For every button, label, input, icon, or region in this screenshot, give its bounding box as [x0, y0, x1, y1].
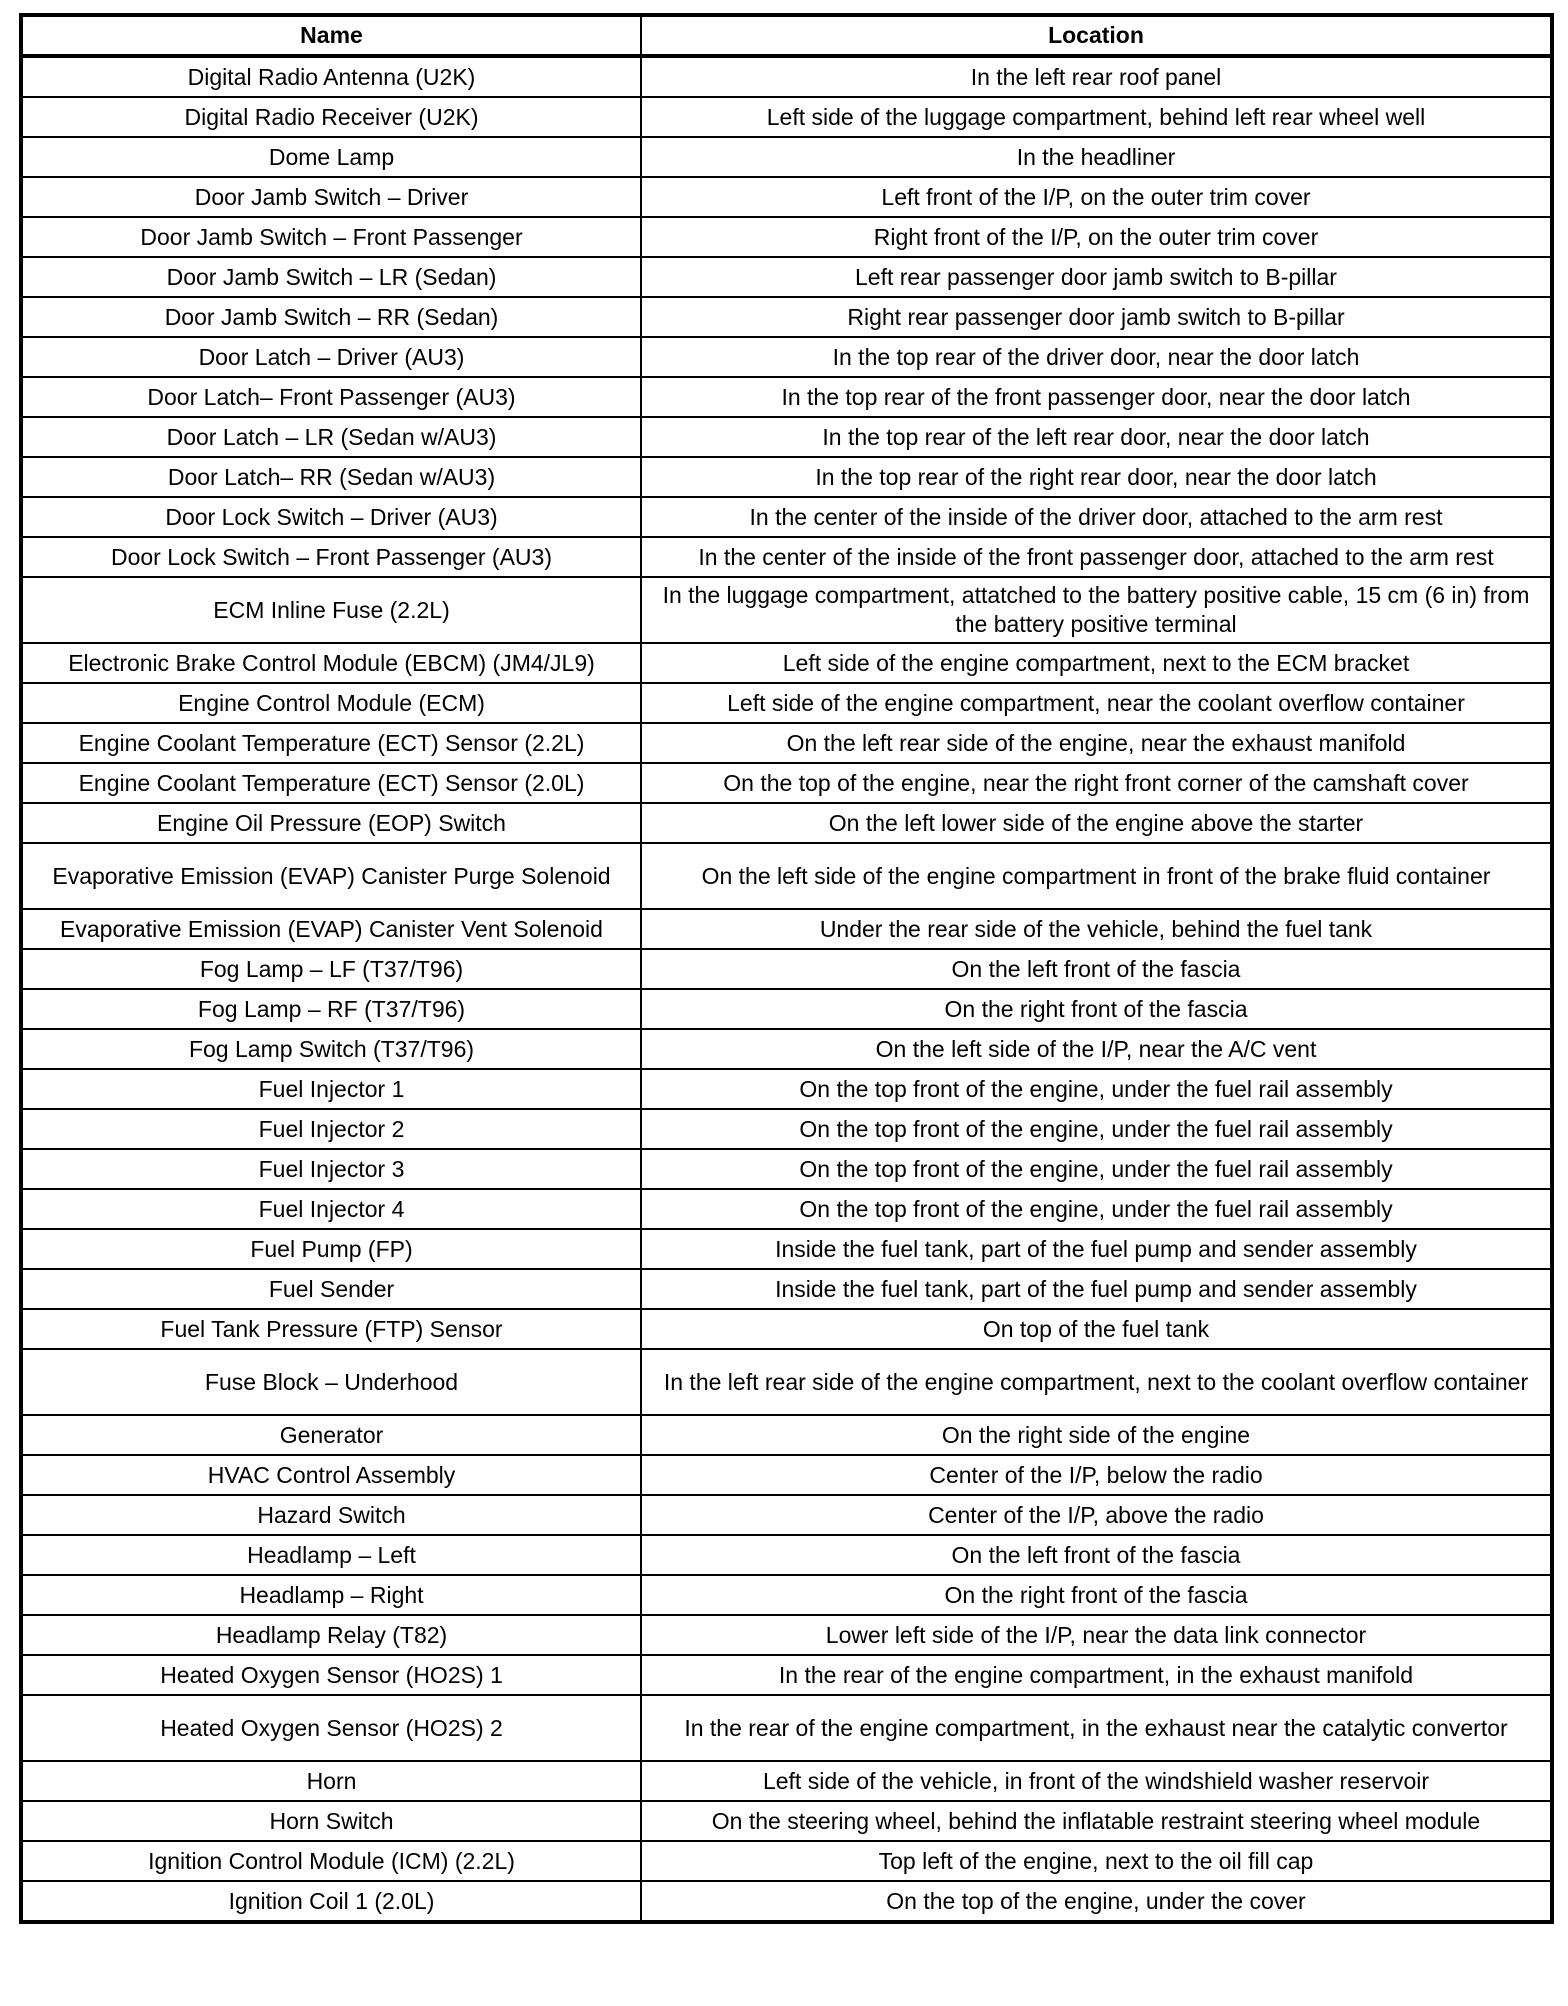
component-location-cell: In the rear of the engine compartment, in the exhaust near the catalytic convertor — [641, 1695, 1552, 1761]
component-location-table — [19, 13, 1554, 1924]
table-row — [21, 1495, 1552, 1535]
column-header-name: Name — [21, 15, 641, 56]
component-location-cell: In the headliner — [641, 137, 1552, 177]
component-name-cell: Door Latch – LR (Sedan w/AU3) — [21, 417, 641, 457]
table-row — [21, 56, 1552, 97]
component-name-cell: Engine Oil Pressure (EOP) Switch — [21, 803, 641, 843]
component-name-cell: Fuel Sender — [21, 1269, 641, 1309]
component-name-cell: Fog Lamp Switch (T37/T96) — [21, 1029, 641, 1069]
table-row — [21, 1881, 1552, 1922]
table-row — [21, 1615, 1552, 1655]
component-name-cell: Hazard Switch — [21, 1495, 641, 1535]
component-location-cell: In the top rear of the driver door, near the door latch — [641, 337, 1552, 377]
component-location-cell: On the left front of the fascia — [641, 949, 1552, 989]
table-row — [21, 1801, 1552, 1841]
component-name-cell: Digital Radio Antenna (U2K) — [21, 56, 641, 97]
table-row — [21, 1535, 1552, 1575]
table-row — [21, 377, 1552, 417]
component-name-cell: Generator — [21, 1415, 641, 1455]
header-row — [21, 15, 1552, 56]
component-name-cell: Dome Lamp — [21, 137, 641, 177]
table-row — [21, 257, 1552, 297]
component-location-cell: On the left front of the fascia — [641, 1535, 1552, 1575]
component-name-cell: Door Latch– RR (Sedan w/AU3) — [21, 457, 641, 497]
table-row — [21, 1575, 1552, 1615]
table-row — [21, 1415, 1552, 1455]
component-name-cell: Ignition Coil 1 (2.0L) — [21, 1881, 641, 1922]
component-name-cell: Fuel Injector 1 — [21, 1069, 641, 1109]
component-location-cell: Center of the I/P, above the radio — [641, 1495, 1552, 1535]
component-name-cell: Door Jamb Switch – RR (Sedan) — [21, 297, 641, 337]
component-name-cell: Evaporative Emission (EVAP) Canister Vent Solenoid — [21, 909, 641, 949]
component-location-cell: On the top front of the engine, under the fuel rail assembly — [641, 1069, 1552, 1109]
component-name-cell: Fuel Pump (FP) — [21, 1229, 641, 1269]
table-row — [21, 1109, 1552, 1149]
component-name-cell: Horn Switch — [21, 1801, 641, 1841]
table-row — [21, 1655, 1552, 1695]
table-row — [21, 457, 1552, 497]
table-row — [21, 643, 1552, 683]
component-name-cell: Headlamp Relay (T82) — [21, 1615, 641, 1655]
table-row — [21, 909, 1552, 949]
table-row — [21, 949, 1552, 989]
component-location-cell: Lower left side of the I/P, near the data link connector — [641, 1615, 1552, 1655]
component-location-cell: Right front of the I/P, on the outer trim cover — [641, 217, 1552, 257]
component-location-cell: On the left lower side of the engine above the starter — [641, 803, 1552, 843]
table-row — [21, 1309, 1552, 1349]
component-location-cell: In the luggage compartment, attatched to the battery positive cable, 15 cm (6 in) from the battery positive terminal — [641, 577, 1552, 643]
table-row — [21, 297, 1552, 337]
component-location-cell: On the top front of the engine, under the fuel rail assembly — [641, 1189, 1552, 1229]
component-name-cell: Fuse Block – Underhood — [21, 1349, 641, 1415]
component-name-cell: Evaporative Emission (EVAP) Canister Purge Solenoid — [21, 843, 641, 909]
component-name-cell: Heated Oxygen Sensor (HO2S) 2 — [21, 1695, 641, 1761]
component-location-cell: Top left of the engine, next to the oil fill cap — [641, 1841, 1552, 1881]
component-location-cell: On the top front of the engine, under the fuel rail assembly — [641, 1149, 1552, 1189]
component-location-cell: In the left rear side of the engine compartment, next to the coolant overflow container — [641, 1349, 1552, 1415]
table-row — [21, 177, 1552, 217]
table-row — [21, 1069, 1552, 1109]
table-row — [21, 137, 1552, 177]
table-row — [21, 989, 1552, 1029]
table-row — [21, 683, 1552, 723]
component-location-cell: On the right side of the engine — [641, 1415, 1552, 1455]
component-name-cell: ECM Inline Fuse (2.2L) — [21, 577, 641, 643]
component-name-cell: Headlamp – Left — [21, 1535, 641, 1575]
table-row — [21, 337, 1552, 377]
table-row — [21, 97, 1552, 137]
table-row — [21, 1761, 1552, 1801]
table-row — [21, 217, 1552, 257]
component-location-cell: On the top front of the engine, under the fuel rail assembly — [641, 1109, 1552, 1149]
component-location-sheet — [19, 13, 1550, 1924]
component-location-cell: On the top of the engine, near the right front corner of the camshaft cover — [641, 763, 1552, 803]
table-row — [21, 1189, 1552, 1229]
component-name-cell: Engine Coolant Temperature (ECT) Sensor (2.2L) — [21, 723, 641, 763]
component-location-cell: On the right front of the fascia — [641, 1575, 1552, 1615]
component-name-cell: Heated Oxygen Sensor (HO2S) 1 — [21, 1655, 641, 1695]
table-row — [21, 417, 1552, 457]
component-location-cell: In the top rear of the front passenger door, near the door latch — [641, 377, 1552, 417]
table-row — [21, 723, 1552, 763]
component-location-cell: On top of the fuel tank — [641, 1309, 1552, 1349]
table-row — [21, 1349, 1552, 1415]
component-name-cell: Door Jamb Switch – Driver — [21, 177, 641, 217]
component-location-cell: Center of the I/P, below the radio — [641, 1455, 1552, 1495]
component-location-cell: Under the rear side of the vehicle, behind the fuel tank — [641, 909, 1552, 949]
component-name-cell: Fuel Injector 4 — [21, 1189, 641, 1229]
component-location-cell: Left side of the vehicle, in front of the windshield washer reservoir — [641, 1761, 1552, 1801]
component-location-cell: On the right front of the fascia — [641, 989, 1552, 1029]
component-name-cell: Fog Lamp – RF (T37/T96) — [21, 989, 641, 1029]
component-name-cell: Fog Lamp – LF (T37/T96) — [21, 949, 641, 989]
table-row — [21, 1149, 1552, 1189]
component-location-cell: Left side of the engine compartment, next to the ECM bracket — [641, 643, 1552, 683]
component-name-cell: Engine Control Module (ECM) — [21, 683, 641, 723]
component-name-cell: Headlamp – Right — [21, 1575, 641, 1615]
component-name-cell: Door Jamb Switch – LR (Sedan) — [21, 257, 641, 297]
table-row — [21, 1695, 1552, 1761]
component-location-cell: In the top rear of the left rear door, near the door latch — [641, 417, 1552, 457]
component-location-cell: On the left side of the engine compartment in front of the brake fluid container — [641, 843, 1552, 909]
table-header — [21, 15, 1552, 56]
component-location-cell: On the left side of the I/P, near the A/C vent — [641, 1029, 1552, 1069]
table-row — [21, 843, 1552, 909]
table-row — [21, 763, 1552, 803]
component-name-cell: Electronic Brake Control Module (EBCM) (JM4/JL9) — [21, 643, 641, 683]
component-name-cell: Door Jamb Switch – Front Passenger — [21, 217, 641, 257]
component-name-cell: Door Latch– Front Passenger (AU3) — [21, 377, 641, 417]
table-row — [21, 1455, 1552, 1495]
component-location-cell: On the left rear side of the engine, near the exhaust manifold — [641, 723, 1552, 763]
table-row — [21, 497, 1552, 537]
component-location-cell: In the left rear roof panel — [641, 56, 1552, 97]
component-location-cell: In the center of the inside of the front passenger door, attached to the arm rest — [641, 537, 1552, 577]
table-row — [21, 577, 1552, 643]
component-name-cell: Door Lock Switch – Front Passenger (AU3) — [21, 537, 641, 577]
component-name-cell: Fuel Tank Pressure (FTP) Sensor — [21, 1309, 641, 1349]
component-name-cell: Door Latch – Driver (AU3) — [21, 337, 641, 377]
component-name-cell: Ignition Control Module (ICM) (2.2L) — [21, 1841, 641, 1881]
component-location-cell: Inside the fuel tank, part of the fuel pump and sender assembly — [641, 1269, 1552, 1309]
table-body — [21, 56, 1552, 1922]
component-location-cell: In the center of the inside of the driver door, attached to the arm rest — [641, 497, 1552, 537]
component-location-cell: On the top of the engine, under the cover — [641, 1881, 1552, 1922]
component-name-cell: Fuel Injector 3 — [21, 1149, 641, 1189]
component-location-cell: On the steering wheel, behind the inflatable restraint steering wheel module — [641, 1801, 1552, 1841]
table-row — [21, 537, 1552, 577]
component-location-cell: Left side of the luggage compartment, behind left rear wheel well — [641, 97, 1552, 137]
table-row — [21, 1269, 1552, 1309]
component-location-cell: Right rear passenger door jamb switch to B-pillar — [641, 297, 1552, 337]
column-header-location: Location — [641, 15, 1552, 56]
component-location-cell: Left side of the engine compartment, near the coolant overflow container — [641, 683, 1552, 723]
table-row — [21, 803, 1552, 843]
component-location-cell: In the top rear of the right rear door, near the door latch — [641, 457, 1552, 497]
component-name-cell: Horn — [21, 1761, 641, 1801]
component-location-cell: Inside the fuel tank, part of the fuel pump and sender assembly — [641, 1229, 1552, 1269]
component-name-cell: Engine Coolant Temperature (ECT) Sensor (2.0L) — [21, 763, 641, 803]
component-name-cell: Fuel Injector 2 — [21, 1109, 641, 1149]
component-location-cell: Left rear passenger door jamb switch to B-pillar — [641, 257, 1552, 297]
table-row — [21, 1841, 1552, 1881]
component-name-cell: HVAC Control Assembly — [21, 1455, 641, 1495]
component-name-cell: Door Lock Switch – Driver (AU3) — [21, 497, 641, 537]
component-location-cell: In the rear of the engine compartment, in the exhaust manifold — [641, 1655, 1552, 1695]
component-location-cell: Left front of the I/P, on the outer trim cover — [641, 177, 1552, 217]
table-row — [21, 1029, 1552, 1069]
component-name-cell: Digital Radio Receiver (U2K) — [21, 97, 641, 137]
table-row — [21, 1229, 1552, 1269]
